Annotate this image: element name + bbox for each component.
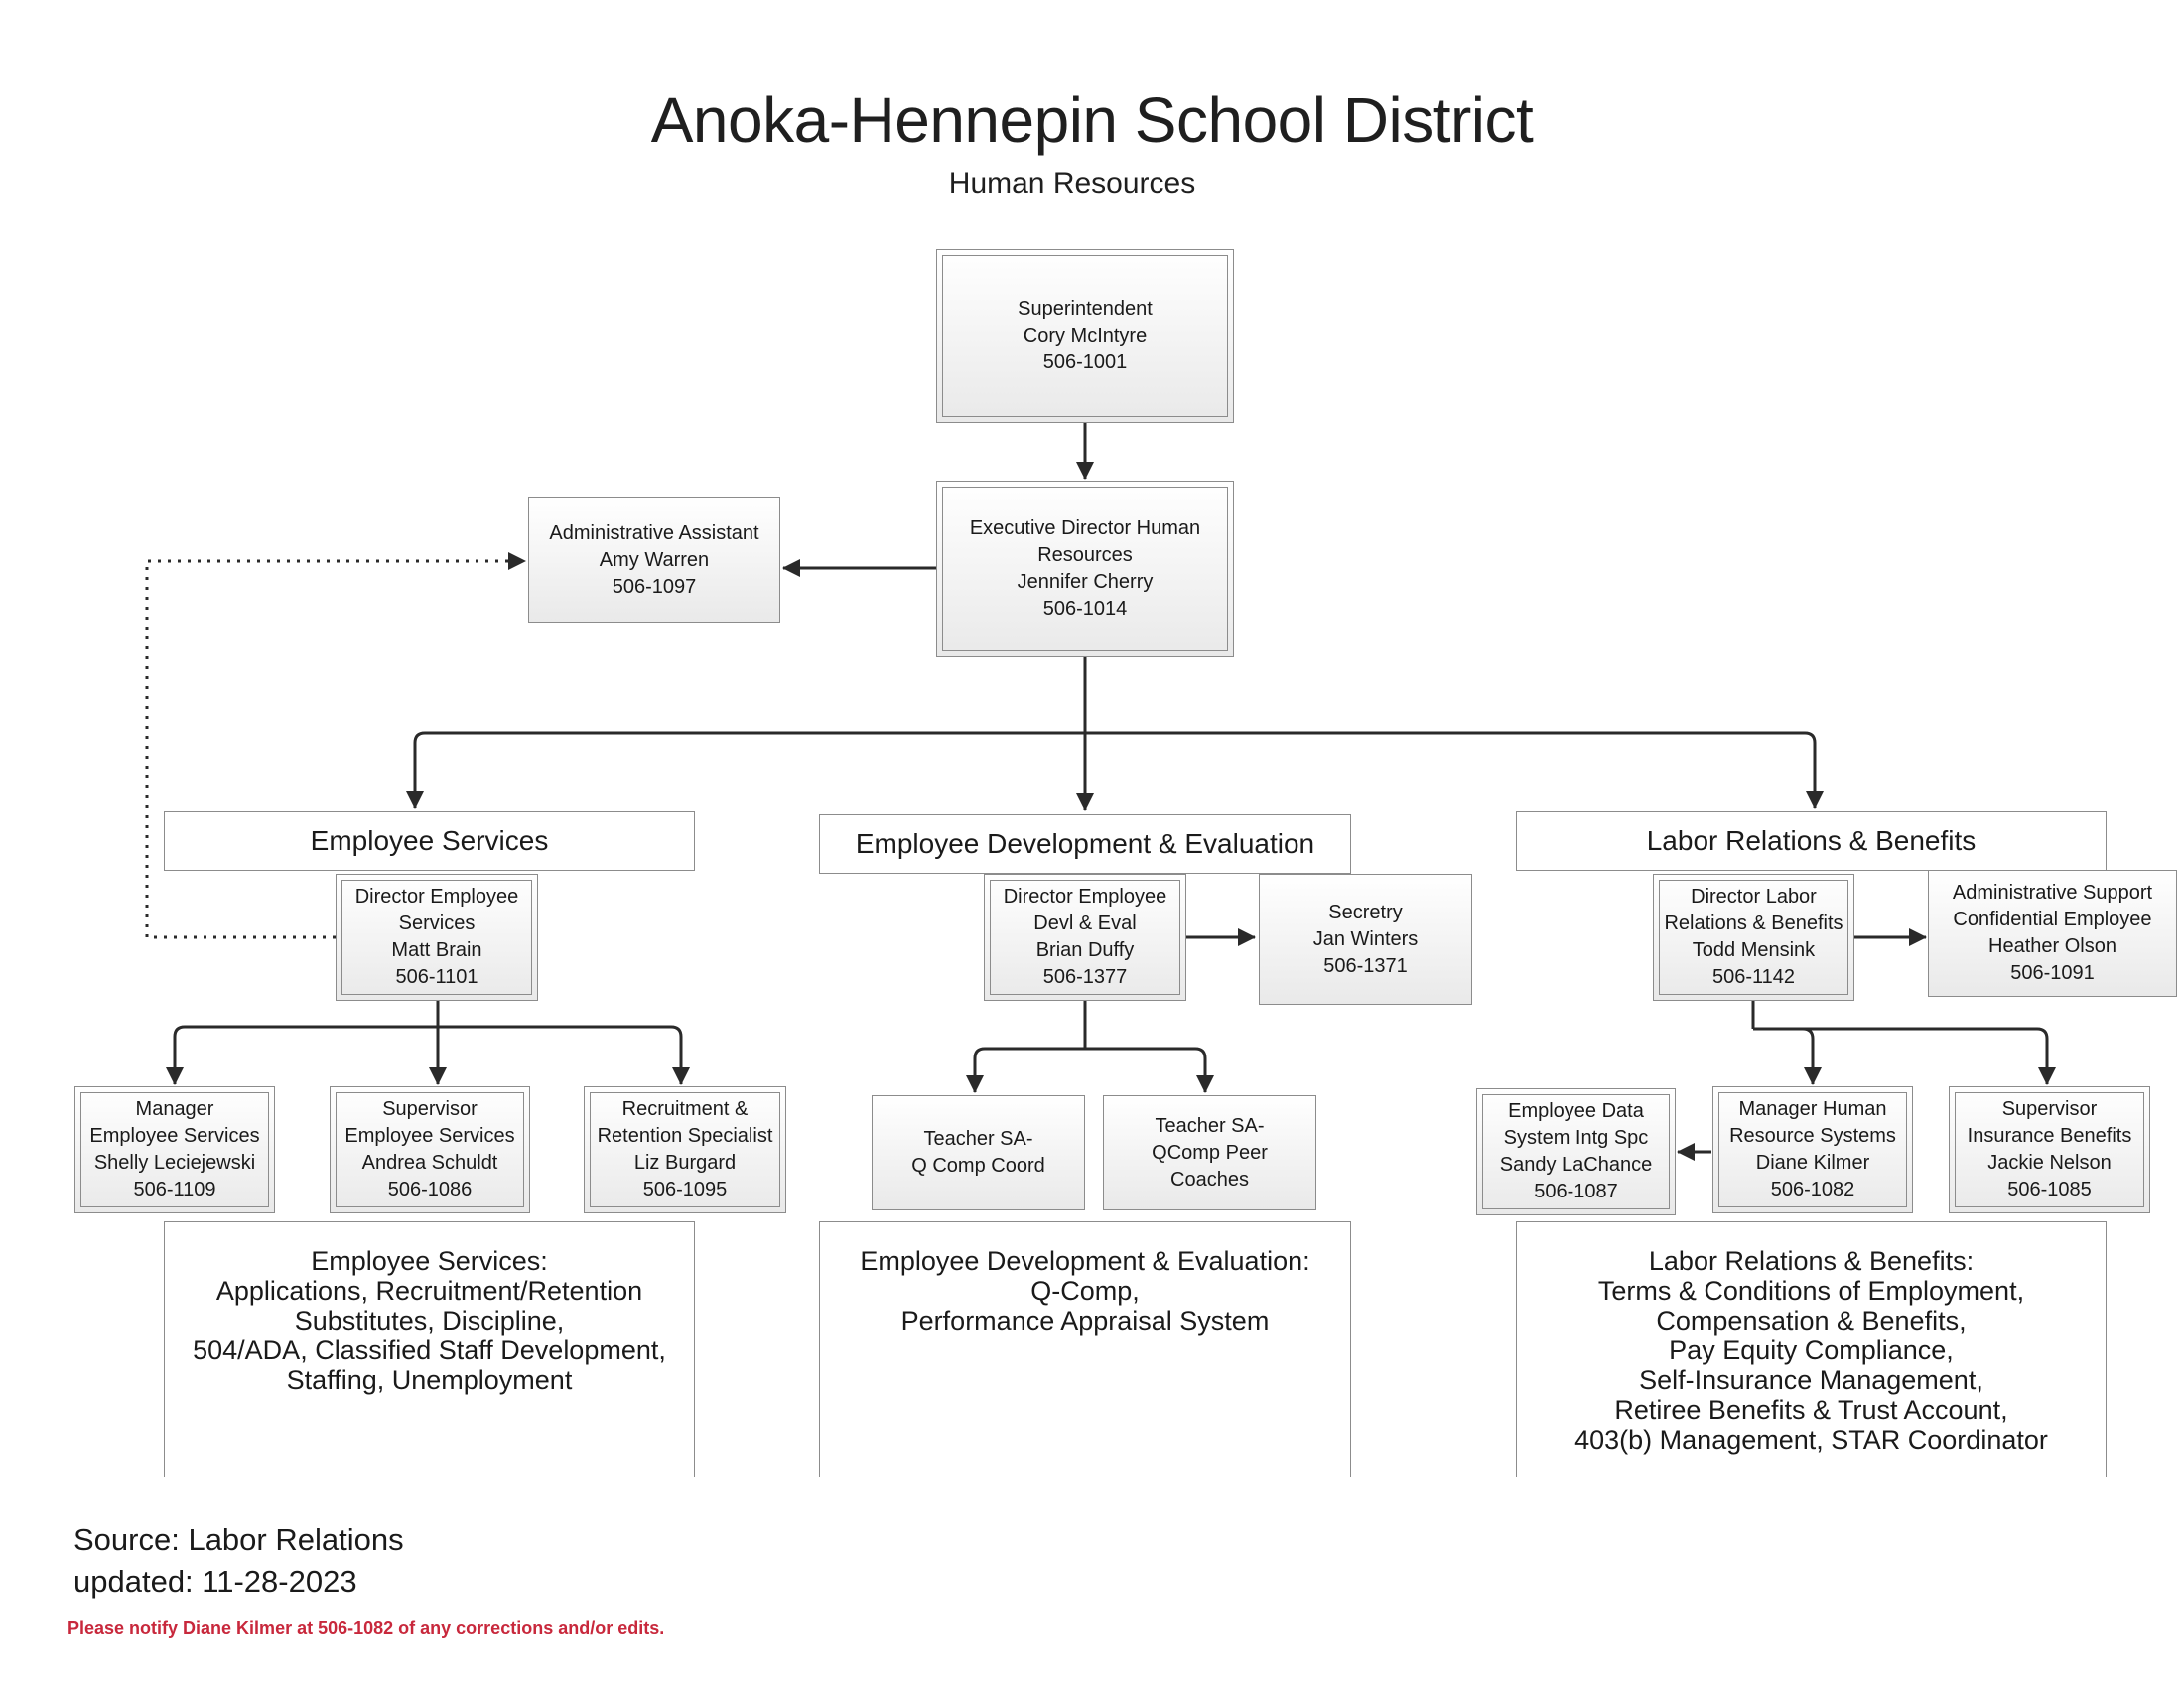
header-employee-services: Employee Services [164, 811, 695, 871]
page-subtitle: Human Resources [948, 167, 1196, 200]
text-line: Employee Services [344, 1125, 515, 1147]
text-line: 506-1091 [2010, 962, 2095, 984]
sup-employee-services-box[interactable] [330, 1086, 530, 1213]
text-line: Shelly Leciejewski [93, 1152, 256, 1174]
text-line: Manager [135, 1098, 214, 1120]
text-line: Performance Appraisal System [900, 1306, 1270, 1336]
text-line: 506-1377 [1042, 966, 1128, 988]
text-line: Jennifer Cherry [1017, 571, 1154, 593]
text-line: Secretry [1328, 901, 1403, 923]
text-line: Services [398, 913, 476, 934]
text-line: Resources [1037, 544, 1133, 566]
text-line: Devl & Eval [1033, 913, 1137, 934]
text-line: Substitutes, Discipline, [294, 1306, 565, 1336]
text-line: Jan Winters [1312, 927, 1419, 950]
sup-insurance-box[interactable] [1949, 1086, 2150, 1213]
text-line: Director Employee [1003, 886, 1167, 908]
text-line: Employee Data [1508, 1100, 1644, 1122]
connector-ed-coord [975, 1049, 1085, 1092]
admin-support-box[interactable] [1928, 870, 2177, 997]
text-line: Q-Comp, [1030, 1276, 1140, 1306]
text-line: Diane Kilmer [1755, 1152, 1870, 1174]
text-line: Amy Warren [599, 548, 710, 571]
mgr-employee-services-box[interactable] [74, 1086, 275, 1213]
text-line: Employee Services [89, 1125, 260, 1147]
admin-assistant-box[interactable] [528, 497, 780, 623]
text-line: 506-1086 [387, 1179, 473, 1200]
desc-employee-development [819, 1221, 1351, 1477]
text-line: Administrative Assistant [549, 521, 759, 544]
text-line: Relations & Benefits [1664, 913, 1843, 934]
footer-source: Source: Labor Relations [73, 1522, 404, 1557]
text-line: 506-1371 [1323, 954, 1408, 977]
text-line: Resource Systems [1729, 1125, 1896, 1147]
desc-employee-services [164, 1221, 695, 1477]
text-line: 506-1095 [642, 1179, 728, 1200]
text-line: Director Labor [1691, 886, 1817, 908]
text-line: Terms & Conditions of Employment, [1597, 1276, 2025, 1306]
dir-employee-development-box[interactable] [984, 874, 1186, 1001]
text-line: 506-1087 [1534, 1181, 1618, 1202]
text-line: Supervisor [2001, 1098, 2098, 1120]
text-line: Superintendent [1018, 298, 1153, 320]
mgr-hr-systems-box[interactable] [1712, 1086, 1913, 1213]
text-line: Brian Duffy [1035, 939, 1135, 961]
text-line: Labor Relations & Benefits: [1648, 1246, 1975, 1276]
recruitment-specialist-box[interactable] [584, 1086, 786, 1213]
text-line: Supervisor [382, 1098, 478, 1120]
connector-ed-peer [1085, 1049, 1205, 1092]
desc-labor-relations [1516, 1221, 2107, 1477]
connector-es-manager [175, 1027, 438, 1084]
text-line: Coaches [1170, 1168, 1249, 1191]
text-line: Employee Development & Evaluation: [860, 1246, 1310, 1276]
secretary-box[interactable] [1259, 874, 1472, 1005]
text-line: 506-1101 [395, 966, 478, 988]
connector-branch-employee-services [415, 733, 1085, 808]
text-line: 506-1109 [133, 1179, 216, 1200]
exec-director-box[interactable] [936, 481, 1234, 657]
text-line: 506-1082 [1770, 1179, 1855, 1200]
teacher-qcomp-peer-box[interactable] [1103, 1095, 1316, 1210]
text-line: Employee Services: [311, 1246, 548, 1276]
text-line: 506-1014 [1042, 598, 1128, 620]
text-line: Recruitment & [621, 1098, 749, 1120]
text-line: Executive Director Human [969, 517, 1201, 539]
text-line: Manager Human [1738, 1098, 1887, 1120]
text-line: Confidential Employee [1953, 909, 2152, 930]
text-line: Todd Mensink [1692, 939, 1816, 961]
employee-data-box[interactable] [1476, 1088, 1676, 1215]
text-line: Sandy LaChance [1499, 1154, 1653, 1176]
text-line: Compensation & Benefits, [1656, 1306, 1967, 1336]
connector-lr-manager [1753, 1029, 1813, 1084]
superintendent-box[interactable] [936, 249, 1234, 423]
header-employee-development: Employee Development & Evaluation [819, 814, 1351, 874]
connector-branch-labor-relations [1085, 733, 1815, 808]
footer-updated: updated: 11-28-2023 [73, 1564, 357, 1599]
text-line: 506-1142 [1711, 966, 1796, 988]
connector-es-recruitment [438, 1027, 681, 1084]
connector-lr-supervisor [1803, 1029, 2047, 1084]
text-line: Teacher SA- [1155, 1114, 1265, 1137]
text-line: System Intg Spc [1503, 1127, 1649, 1149]
header-labor-relations: Labor Relations & Benefits [1516, 811, 2107, 871]
dir-employee-services-box[interactable] [336, 874, 538, 1001]
text-line: 504/ADA, Classified Staff Development, [193, 1336, 666, 1365]
page-title: Anoka-Hennepin School District [650, 84, 1534, 156]
text-line: Retiree Benefits & Trust Account, [1614, 1395, 2008, 1425]
text-line: Q Comp Coord [911, 1155, 1045, 1177]
text-line: Director Employee [354, 886, 519, 908]
text-line: Andrea Schuldt [361, 1152, 498, 1174]
text-line: Pay Equity Compliance, [1669, 1336, 1954, 1365]
text-line: Insurance Benefits [1967, 1125, 2132, 1147]
text-line: Administrative Support [1952, 882, 2153, 904]
text-line: 506-1001 [1042, 352, 1128, 373]
text-line: 506-1097 [612, 575, 697, 598]
footer-notice: Please notify Diane Kilmer at 506-1082 of any corrections and/or edits. [68, 1618, 665, 1638]
text-line: Heather Olson [1988, 935, 2116, 957]
text-line: Matt Brain [391, 939, 482, 961]
text-line: Staffing, Unemployment [286, 1365, 573, 1395]
text-line: 506-1085 [2007, 1179, 2092, 1200]
text-line: Teacher SA- [923, 1128, 1033, 1150]
text-line: Jackie Nelson [1987, 1152, 2112, 1174]
text-line: QComp Peer [1152, 1141, 1268, 1164]
dir-labor-relations-box[interactable] [1653, 874, 1854, 1001]
teacher-qcomp-coord-box[interactable] [872, 1095, 1085, 1210]
text-line: Applications, Recruitment/Retention [215, 1276, 643, 1306]
text-line: Liz Burgard [633, 1152, 737, 1174]
text-line: Cory McIntyre [1023, 325, 1148, 347]
text-line: Retention Specialist [597, 1125, 773, 1147]
text-line: 403(b) Management, STAR Coordinator [1574, 1425, 2048, 1455]
text-line: Self-Insurance Management, [1639, 1365, 1983, 1395]
